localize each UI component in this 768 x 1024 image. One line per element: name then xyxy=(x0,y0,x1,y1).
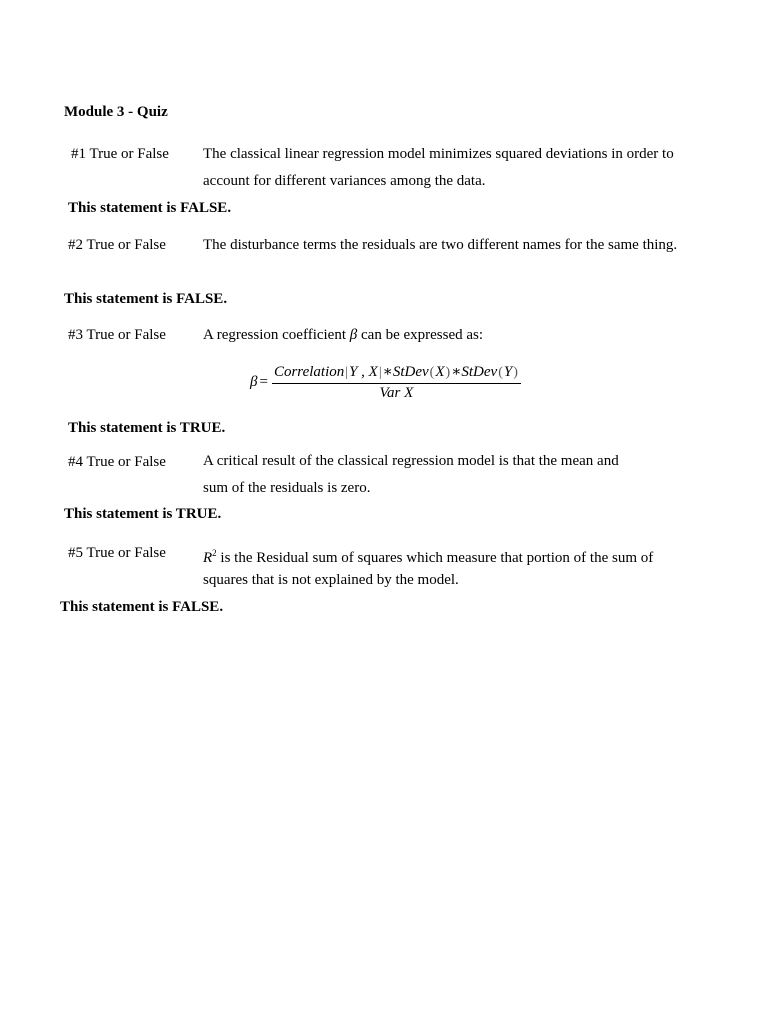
formula-denominator: Var X xyxy=(379,385,414,401)
r-squared-exponent: 2 xyxy=(212,548,217,558)
question-3-text xyxy=(203,322,483,349)
numerator-x: X xyxy=(435,364,445,380)
question-1-answer: This statement is FALSE. xyxy=(68,200,232,216)
question-2-answer: This statement is FALSE. xyxy=(64,291,228,307)
formula-numerator: Correlation|Y , X|∗StDev(X)∗StDev(Y) xyxy=(272,362,521,384)
numerator-y-x: Y , X xyxy=(349,364,378,380)
question-4-label: #4 True or False xyxy=(68,454,166,470)
page-title: Module 3 - Quiz xyxy=(64,104,168,120)
beta-symbol: β xyxy=(349,327,358,343)
numerator-times-1: ∗ xyxy=(382,364,393,380)
question-1-label: #1 True or False xyxy=(71,146,169,162)
question-2-text-line-1: The disturbance terms the residuals are two different names for the same thing. xyxy=(203,237,678,253)
question-3-text-before: A regression coefficient xyxy=(203,327,347,343)
question-1-text-line-1: The classical linear regression model minimizes squared deviations in order to xyxy=(203,146,674,162)
formula-fraction xyxy=(272,362,521,402)
question-3-answer: This statement is TRUE. xyxy=(68,420,226,436)
numerator-times-2: ∗ xyxy=(451,364,462,380)
question-5-text-line-2: squares that is not explained by the model. xyxy=(203,572,459,588)
numerator-y: Y xyxy=(503,364,513,380)
question-5-label: #5 True or False xyxy=(68,545,166,561)
numerator-stdev-1: StDev xyxy=(392,364,429,380)
r-squared-symbol: R xyxy=(203,550,213,566)
formula-equals: = xyxy=(259,373,268,390)
question-4-text-line-1: A critical result of the classical regression model is that the mean and xyxy=(203,453,619,469)
question-3-text-after: can be expressed as: xyxy=(361,327,484,343)
question-2-label: #2 True or False xyxy=(68,237,166,253)
question-5-answer: This statement is FALSE. xyxy=(60,599,224,615)
beta-formula xyxy=(250,362,521,402)
formula-lhs: β xyxy=(250,373,258,390)
numerator-stdev-2: StDev xyxy=(461,364,498,380)
question-4-answer: This statement is TRUE. xyxy=(64,506,222,522)
question-1-text-line-2: account for different variances among the data. xyxy=(203,173,486,189)
question-5-text-after: is the Residual sum of squares which measure that portion of the sum of xyxy=(220,550,654,566)
numerator-correlation: Correlation xyxy=(273,364,345,380)
question-4-text-line-2: sum of the residuals is zero. xyxy=(203,480,371,496)
question-3-label: #3 True or False xyxy=(68,327,166,343)
